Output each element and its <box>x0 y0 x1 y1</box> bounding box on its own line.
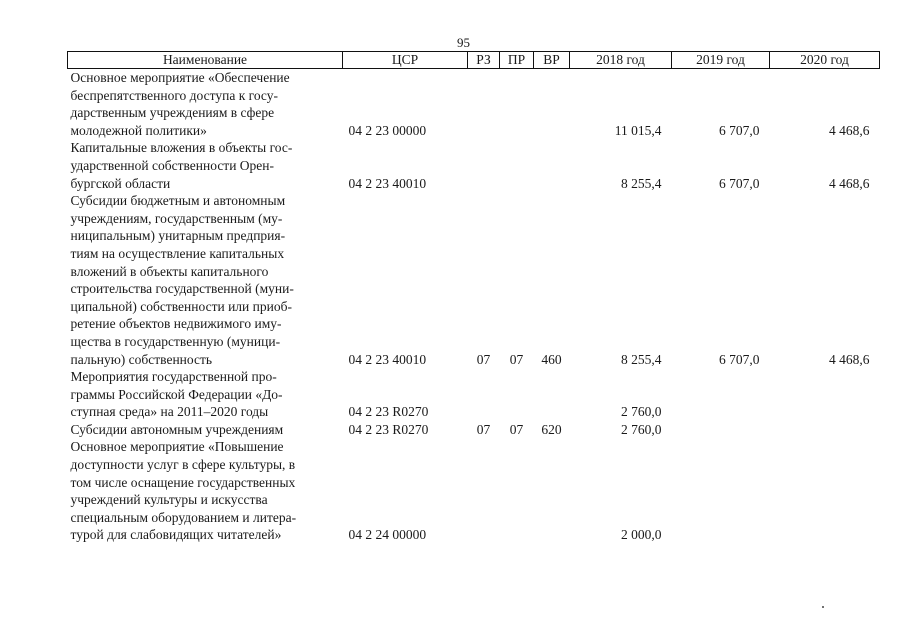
row-csr: 04 2 23 R0270 <box>348 421 429 437</box>
row-vr <box>534 368 570 421</box>
table-header <box>68 52 880 69</box>
header-2019: 2019 год <box>672 52 770 69</box>
header-row <box>68 52 880 69</box>
row-csr: 04 2 23 40010 <box>348 175 427 191</box>
row-2019 <box>672 421 770 439</box>
row-name: Субсидии бюджетным и автономным учреждениям, государственным (му- ниципальным) унитарным предприя- тиям на осуществление капитальных вложений в объекты капитального строительства государственной (муни- ципальной) собственности или приоб- ретение объектов недвижимого иму- щества в государственную (муници- пальную) собственность <box>70 193 294 367</box>
budget-table <box>67 51 880 544</box>
row-rz <box>468 438 500 544</box>
table-row <box>68 192 880 368</box>
row-vr <box>534 139 570 192</box>
header-name: Наименование <box>68 52 343 69</box>
row-2019: 6 707,0 <box>719 122 760 138</box>
row-csr: 04 2 23 40010 <box>348 351 427 367</box>
row-pr: 07 <box>509 351 524 367</box>
row-pr: 07 <box>509 421 524 437</box>
header-2020: 2020 год <box>770 52 880 69</box>
row-csr: 04 2 24 00000 <box>348 527 427 543</box>
row-name: Основное мероприятие «Обеспечение беспрепятственного доступа к госу- дарственным учреждениям в сфере молодежной политики» <box>70 70 290 138</box>
header-pr: ПР <box>500 52 534 69</box>
row-vr <box>534 69 570 140</box>
row-name: Мероприятия государственной про- граммы Российской Федерации «До- ступная среда» на 2011–2020 годы <box>70 369 283 420</box>
row-rz: 07 <box>476 421 491 437</box>
row-vr: 620 <box>541 421 562 437</box>
row-2019 <box>672 438 770 544</box>
row-pr <box>500 69 534 140</box>
table-row <box>68 139 880 192</box>
row-vr <box>534 438 570 544</box>
page-number: 95 <box>457 35 470 50</box>
table-row <box>68 421 880 439</box>
row-2018: 11 015,4 <box>614 122 662 138</box>
row-pr <box>500 139 534 192</box>
header-rz: РЗ <box>468 52 500 69</box>
row-name: Основное мероприятие «Повышение доступности услуг в сфере культуры, в том числе оснащение государственных учреждений культуры и искусства специальным оборудованием и литера- турой для слабовидящих читателей» <box>70 439 297 543</box>
header-2018: 2018 год <box>570 52 672 69</box>
row-rz <box>468 139 500 192</box>
row-2018: 8 255,4 <box>621 351 662 367</box>
row-pr <box>500 438 534 544</box>
table-row <box>68 438 880 544</box>
row-2018: 8 255,4 <box>621 175 662 191</box>
row-2018: 2 000,0 <box>621 527 662 543</box>
row-2019 <box>672 368 770 421</box>
row-2018: 2 760,0 <box>621 421 662 437</box>
table-row <box>68 368 880 421</box>
row-rz: 07 <box>476 351 491 367</box>
row-rz <box>468 69 500 140</box>
row-2019: 6 707,0 <box>719 175 760 191</box>
row-2019: 6 707,0 <box>719 351 760 367</box>
row-csr: 04 2 23 00000 <box>348 122 427 138</box>
row-2020 <box>770 368 880 421</box>
row-2020 <box>770 421 880 439</box>
row-csr: 04 2 23 R0270 <box>348 404 429 420</box>
row-2018: 2 760,0 <box>621 404 662 420</box>
header-vr: ВР <box>534 52 570 69</box>
row-name: Капитальные вложения в объекты гос- ударственной собственности Орен- бургской области <box>70 140 293 191</box>
row-2020: 4 468,6 <box>829 351 870 367</box>
header-csr: ЦСР <box>343 52 468 69</box>
row-2020 <box>770 438 880 544</box>
table-body <box>68 69 880 545</box>
scan-speck <box>822 606 824 608</box>
table-row <box>68 69 880 140</box>
row-name: Субсидии автономным учреждениям <box>70 421 284 437</box>
row-pr <box>500 368 534 421</box>
row-rz <box>468 368 500 421</box>
row-2020: 4 468,6 <box>829 175 870 191</box>
row-vr: 460 <box>541 351 562 367</box>
row-2020: 4 468,6 <box>829 122 870 138</box>
